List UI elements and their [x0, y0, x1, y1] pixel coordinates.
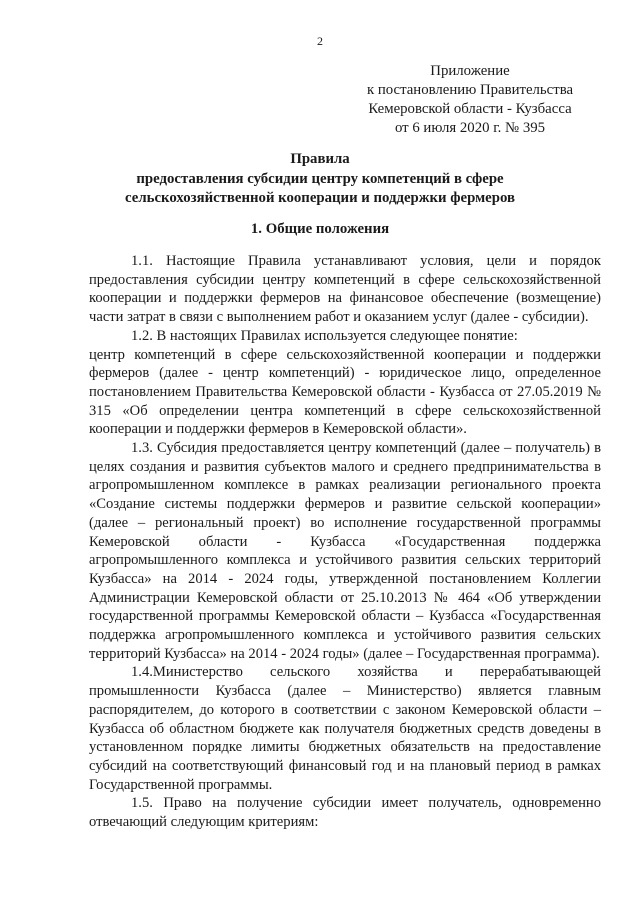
title-line: Правила [290, 151, 350, 167]
paragraph: 1.5. Право на получение субсидии имеет получатель, одновременно отвечающий следующим критериям: [89, 795, 601, 831]
appendix-line: Приложение [430, 63, 510, 79]
title-line: предоставления субсидии центру компетенций в сфере [136, 170, 504, 187]
appendix-block [330, 62, 610, 138]
paragraph: центр компетенций в сфере сельскохозяйственной кооперации и поддержки фермеров (далее - центр компетенций) - юридическое лицо, определенное постановлением Правительства Кемеровской области - Кузбасса от 27.05.2019 № 315 «Об определении центра компетенций в сфере сельскохозяйственной кооперации и поддержки фермеров в Кемеровской области». [89, 346, 601, 438]
paragraph: 1.1. Настоящие Правила устанавливают условия, цели и порядок предоставления субсидии центру компетенций в сфере сельскохозяйственной кооперации и поддержки фермеров на финансовое обеспечение (возмещение) части затрат в связи с выполнением работ и оказанием услуг (далее - субсидии). [89, 253, 601, 326]
paragraph: 1.4.Министерство сельского хозяйства и перерабатывающей промышленности Кузбасса (далее – Министерство) является главным распорядителем, до которого в соответствии с законом Кемеровской области – Кузбасса об областном бюджете как получателя бюджетных средств доведены в установленном порядке лимиты бюджетных обязательств на предоставление субсидий на соответствующий финансовый год и на плановый период в рамках Государственной программы. [89, 664, 601, 793]
paragraph: 1.2. В настоящих Правилах используется следующее понятие: [131, 327, 518, 344]
paragraph: 1.3. Субсидия предоставляется центру компетенций (далее – получатель) в целях создания и развития субъектов малого и среднего предпринимательства в агропромышленном комплексе в рамках реализации регионального проекта «Создание системы поддержки фермеров и развитие сельской кооперации» (далее – региональный проект) во исполнение государственной программы Кемеровской области - Кузбасса «Государственная поддержка агропромышленного комплекса и устойчивого развития сельских территорий Кузбасса» на 2014 - 2024 годы, утвержденной постановлением Коллегии Администрации Кемеровской области от 25.10.2013 № 464 «Об утверждении государственной программы Кемеровской области – Кузбасса «Государственная поддержка агропромышленного комплекса и устойчивого развития сельских территорий Кузбасса» на 2014 - 2024 годы» (далее – Государственная программа). [89, 440, 601, 662]
title-line: сельскохозяйственной кооперации и поддержки фермеров [125, 190, 515, 206]
section-heading: 1. Общие положения [250, 221, 390, 237]
appendix-line: к постановлению Правительства [366, 82, 574, 98]
page-number: 2 [317, 34, 323, 48]
body-text [89, 252, 601, 832]
document-title [0, 150, 640, 209]
appendix-line: от 6 июля 2020 г. № 395 [394, 120, 546, 136]
appendix-line: Кемеровской области - Кузбасса [368, 101, 572, 117]
